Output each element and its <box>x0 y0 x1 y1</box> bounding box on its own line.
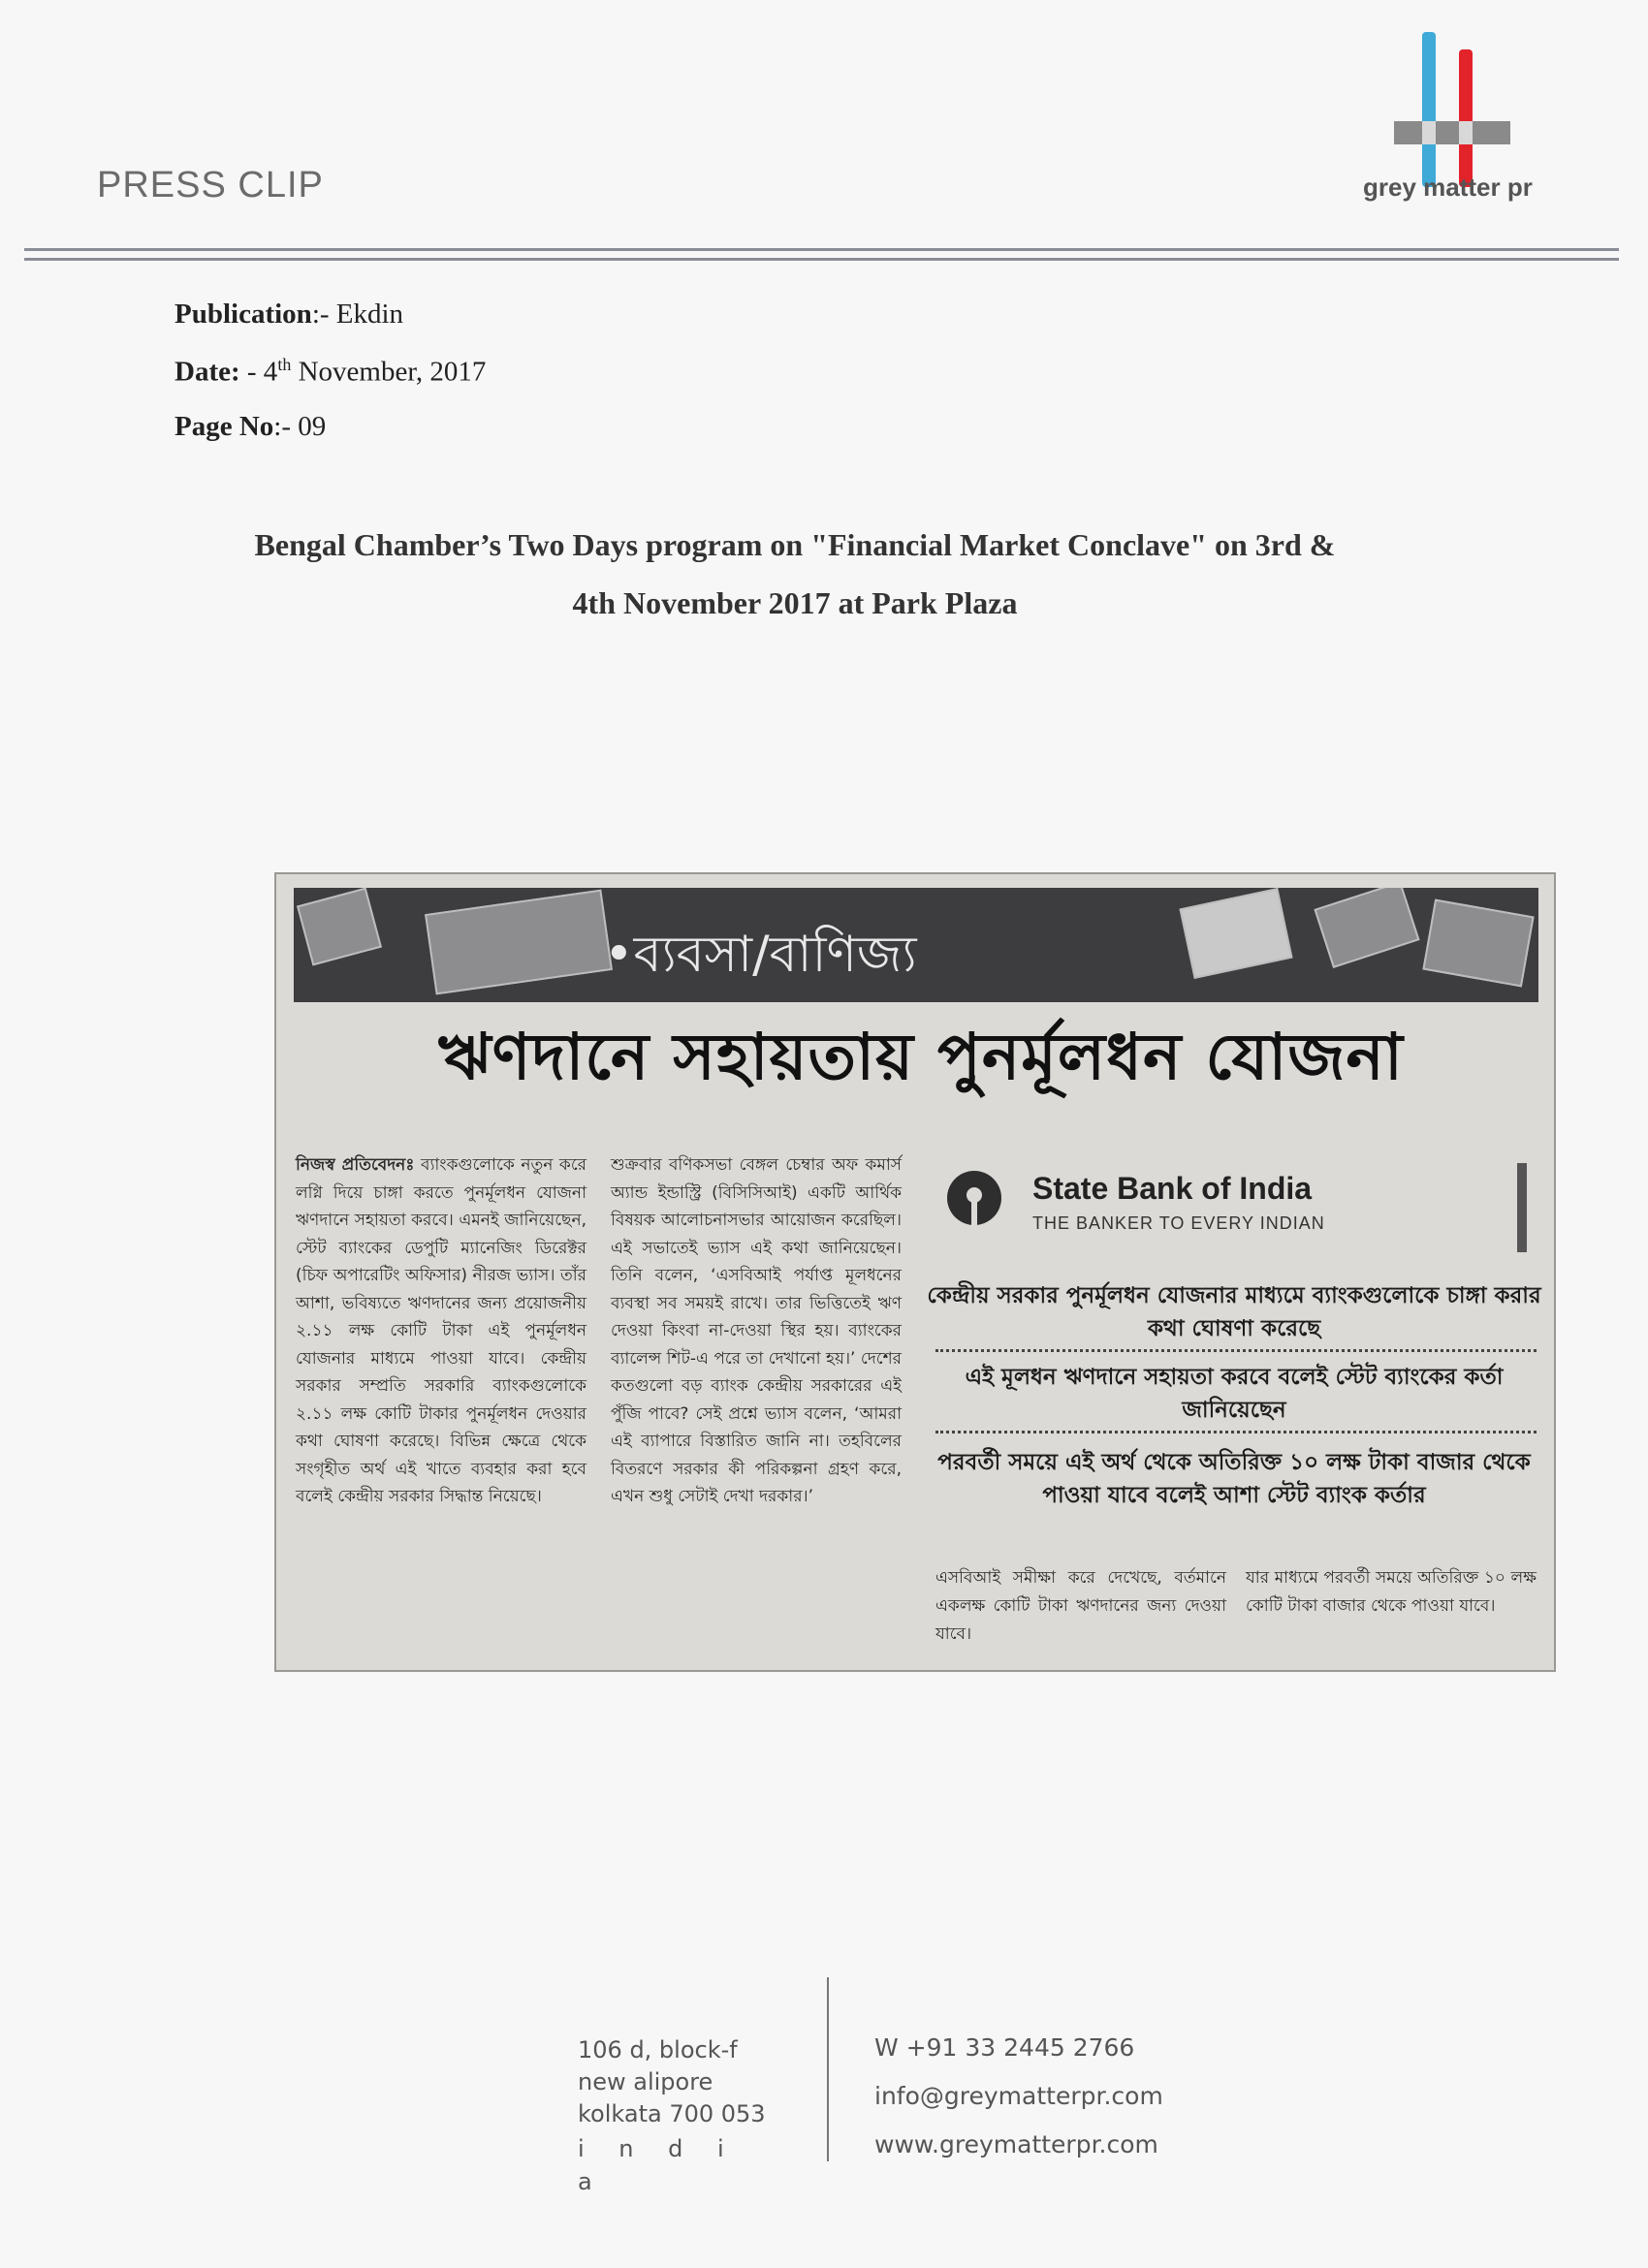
date-prefix: - 4 <box>239 356 278 388</box>
date-suffix: th <box>277 355 292 374</box>
address-line-3: kolkata 700 053 <box>578 2100 766 2127</box>
byline: নিজস্ব প্রতিবেদনঃ <box>296 1155 415 1175</box>
sbi-name: State Bank of India <box>1032 1171 1313 1206</box>
column-1-text: ব্যাংকগুলোকে নতুন করে লগ্নি দিয়ে চাঙ্গা করতে পুনর্মূলধন যোজনা ঋণদানে সহায়তা করবে। এমনই জানিয়েছেন, স্টেট ব্যাংকের ডেপুটি ম্যানেজিং ডিরেক্টর (চিফ অপারেটিং অফিসার) নীরজ ভ্যাস। তাঁর আশা, ভবিষ্যতে ঋণদানের জন্য প্রয়োজনীয় ২.১১ লক্ষ কোটি টাকা এই পুনর্মূলধন যোজনার মাধ্যমে পাওয়া যাবে। কেন্দ্রীয় সরকার সম্প্রতি সরকারি ব্যাংকগুলোকে ২.১১ লক্ষ কোটি টাকার পুনর্মূলধন দেওয়ার কথা ঘোষণা করেছে। বিভিন্ন ক্ষেত্রে থেকে সংগৃহীত অর্থ এই খাতে ব্যবহার করা হবে বলেই কেন্দ্রীয় সরকার সিদ্ধান্ত নিয়েছে। <box>296 1155 587 1506</box>
address-line-2: new alipore <box>578 2068 713 2095</box>
page-value: :- 09 <box>273 411 327 442</box>
sbi-advert <box>935 1163 1537 1252</box>
highlight-3: পরবর্তী সময়ে এই অর্থ থেকে অতিরিক্ত ১০ লক্ষ টাকা বাজার থেকে পাওয়া যাবে বলেই আশা স্টেট ব্যাংক কর্তার <box>937 1450 1531 1508</box>
address-line-4: i n d i a <box>578 2135 738 2195</box>
date-label: Date: <box>174 356 240 388</box>
header-rule-top <box>24 248 1619 251</box>
header-rule-bottom <box>24 258 1619 261</box>
date-line <box>174 355 486 389</box>
sbi-divider <box>1517 1163 1527 1252</box>
address-line-1: 106 d, block-f <box>578 2036 738 2063</box>
website-link[interactable]: www.greymatterpr.com <box>874 2130 1158 2158</box>
dotted-rule-1 <box>935 1349 1537 1352</box>
highlight-1: কেন্দ্রীয় সরকার পুনর্মূলধন যোজনার মাধ্যমে ব্যাংকগুলোকে চাঙ্গা করার কথা ঘোষণা করেছে <box>927 1283 1541 1341</box>
article-column-1 <box>296 1151 586 1511</box>
article-column-4: যার মাধ্যমে পরবর্তী সময়ে অতিরিক্ত ১০ লক্ষ কোটি টাকা বাজার থেকে পাওয়া যাবে। <box>1246 1568 1537 1616</box>
calculator-2-icon <box>1422 899 1534 988</box>
phone-icon <box>1314 888 1419 968</box>
section-banner <box>294 888 1538 1002</box>
date-rest: November, 2017 <box>291 356 487 388</box>
publication-line <box>174 299 403 331</box>
page-line <box>174 411 326 443</box>
newspaper-clipping <box>274 872 1556 1672</box>
article-title: ঋণদানে সহায়তায় পুনর্মূলধন যোজনা <box>438 1020 1404 1094</box>
sbi-logo-icon <box>945 1169 1003 1227</box>
clip-headline <box>145 516 1444 632</box>
headline-line-1: Bengal Chamber’s Two Days program on "Financial Market Conclave" on 3rd & <box>254 527 1336 562</box>
laptop-icon <box>425 890 613 995</box>
brand-name: grey matter pr <box>1363 173 1533 202</box>
phone-number: W +91 33 2445 2766 <box>874 2033 1135 2062</box>
section-label: •ব্যবসা/বাণিজ্য <box>604 926 917 984</box>
sbi-tagline: THE BANKER TO EVERY INDIAN <box>1032 1213 1325 1233</box>
headline-line-2: 4th November 2017 at Park Plaza <box>572 585 1018 620</box>
document-icon <box>1179 888 1292 979</box>
footer-divider <box>827 1977 829 2161</box>
calculator-icon <box>297 888 382 965</box>
press-clip-label: PRESS CLIP <box>97 165 324 205</box>
email-link[interactable]: info@greymatterpr.com <box>874 2082 1163 2110</box>
publication-value: :- Ekdin <box>311 299 404 330</box>
highlight-2: এই মূলধন ঋণদানে সহায়তা করবে বলেই স্টেট ব্যাংকের কর্তা জানিয়েছেন <box>965 1365 1504 1423</box>
publication-label: Publication <box>174 299 312 330</box>
article-column-2: শুক্রবার বণিকসভা বেঙ্গল চেম্বার অফ কমার্স অ্যান্ড ইন্ডাস্ট্রি (বিসিসিআই) একটি আর্থিক বিষয়ক আলোচনাসভার আয়োজন করেছিল। এই সভাতেই ভ্যাস এই কথা জানিয়েছেন। তিনি বলেন, ‘এসবিআই পর্যাপ্ত মূলধনের ব্যবস্থা সব সময়ই রাখে। তার ভিত্তিতেই ঋণ দেওয়া কিংবা না-দেওয়া স্থির হয়। ব্যাংকের ব্যালেন্স শিট-এ পরে তা দেখানো হয়।’ দেশের কতগুলো বড় ব্যাংক কেন্দ্রীয় সরকারের এই পুঁজি পাবে? সেই প্রশ্নে ভ্যাস বলেন, ‘আমরা এই ব্যাপারে বিস্তারিত জানি না। তহবিলের বিতরণে সরকার কী পরিকল্পনা গ্রহণ করে, এখন শুধু সেটাই দেখা দরকার।’ <box>611 1155 902 1506</box>
dotted-rule-2 <box>935 1431 1537 1433</box>
page-label: Page No <box>174 411 274 442</box>
article-column-3: এসবিআই সমীক্ষা করে দেখেছে, বর্তমানে একলক্ষ কোটি টাকা ঋণদানের জন্য দেওয়া যাবে। <box>935 1568 1226 1644</box>
